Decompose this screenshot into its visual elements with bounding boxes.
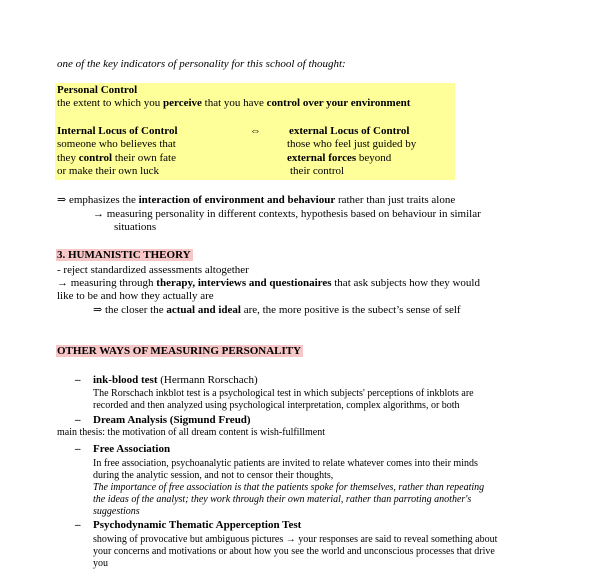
free-association-text-5: suggestions: [93, 506, 140, 517]
thematic-apperception-text-2: your concerns and motivations or about how you see the world and unconscious processes that drive: [93, 546, 495, 557]
humanistic-line-3: like to be and how they actually are: [57, 290, 214, 302]
control-emphasis: control over your environment: [266, 97, 411, 109]
thematic-apperception-text-3: you: [93, 558, 108, 569]
free-association-text-4: the ideas of the analyst; they work through their own material, rather than parroting another's: [93, 494, 472, 505]
emphasis-subline-cont: situations: [114, 221, 157, 233]
free-association-text-1: In free association, psychoanalytic patients are invited to relate whatever comes into their minds: [93, 458, 478, 469]
thematic-apperception-title: Psychodynamic Thematic Apperception Test: [93, 519, 302, 531]
external-locus-title: external Locus of Control: [289, 125, 410, 137]
internal-line-2: they control their own fate: [57, 152, 176, 164]
dream-analysis-text: main thesis: the motivation of all dream content is wish-fulfillment: [57, 427, 326, 438]
thematic-apperception-text-1: showing of provocative but ambiguous pictures → your responses are said to reveal something about: [93, 534, 498, 545]
internal-line-3: or make their own luck: [57, 165, 160, 177]
humanistic-line-4: ⇒ the closer the actual and ideal are, the more positive is the subect’s sense of self: [93, 304, 461, 316]
free-association-title: Free Association: [93, 443, 171, 455]
other-ways-heading: OTHER WAYS OF MEASURING PERSONALITY: [57, 345, 302, 357]
intro-line: one of the key indicators of personality for this school of thought:: [57, 58, 346, 70]
personal-control-title: Personal Control: [57, 84, 138, 96]
emphasis-line: ⇒ emphasizes the interaction of environment and behaviour rather than just traits alone: [57, 194, 456, 206]
dream-analysis-title: Dream Analysis (Sigmund Freud): [93, 414, 251, 426]
internal-locus-title: Internal Locus of Control: [57, 125, 178, 137]
free-association-text-3: The importance of free association is that the patients spoke for themselves, rather than repeating: [93, 482, 485, 493]
free-association-text-2: during the analytic session, and not to censor their thoughts,: [93, 470, 334, 481]
humanistic-line-2: → measuring through therapy, interviews and questionaires that ask subjects how they would: [57, 277, 480, 289]
emphasis-subline: → measuring personality in different contexts, hypothesis based on behaviour in similar: [93, 208, 481, 220]
external-line-3: their control: [290, 165, 345, 177]
list-dash: –: [75, 519, 81, 531]
personal-control-definition: the extent to which you perceive that you have control over your environment: [57, 97, 411, 109]
external-line-2: external forces beyond: [287, 152, 392, 164]
list-dash: –: [75, 443, 81, 455]
implies-arrow-icon: ⇒: [93, 304, 103, 316]
perceive-emphasis: perceive: [163, 97, 202, 109]
list-dash: –: [75, 374, 81, 386]
external-line-1: those who feel just guided by: [287, 138, 417, 150]
humanistic-line-1: - reject standardized assessments altogether: [57, 264, 249, 276]
implies-arrow-icon: ⇒: [57, 194, 67, 206]
list-dash: –: [75, 414, 81, 426]
ink-test-text-2: recorded and then analyzed using psychological interpretation, complex algorithms, or both: [93, 400, 460, 411]
ink-test-title: ink-blood test (Hermann Rorschach): [93, 374, 258, 386]
internal-line-1: someone who believes that: [57, 138, 176, 150]
ink-test-text-1: The Rorschach inkblot test is a psychological test in which subjects' perceptions of inkblots are: [93, 388, 474, 399]
right-arrow-icon: →: [93, 208, 104, 220]
humanistic-heading: 3. HUMANISTIC THEORY: [57, 249, 191, 261]
double-arrow-icon: ⇔: [250, 125, 261, 137]
